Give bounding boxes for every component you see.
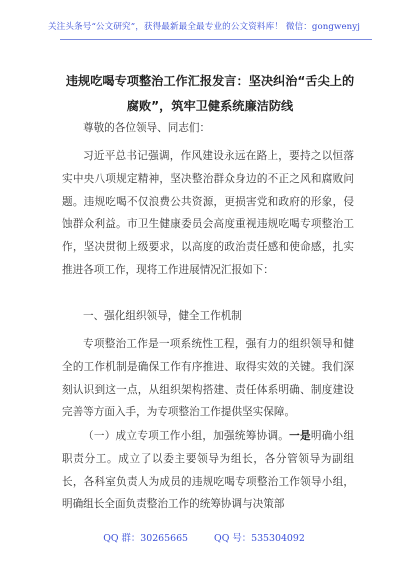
footer-qq-group: QQ 群：30265665 (103, 533, 189, 544)
footer-qq-number: QQ 号：535304092 (214, 533, 305, 544)
subsection-text: 明确小组职责分工。成立了以委主要领导为组长，各分管领导为副组长，各科室负责人为成员的违规吃喝专项整治工作领导小组，明确组长全面负责整治工作的统筹协调与决策部 (62, 430, 355, 511)
footer-contact (0, 530, 408, 544)
point-marker-bold: 一是 (289, 430, 311, 442)
document-title: 违规吃喝专项整治工作汇报发言：坚决纠治“舌尖上的腐败”，筑牢卫健系统廉洁防线 (65, 74, 355, 113)
header-divider (60, 39, 372, 40)
subsection-heading: （一）成立专项工作小组，加强统筹协调。 (83, 430, 290, 442)
salutation: 尊敬的各位领导、同志们： (83, 122, 211, 134)
header-banner: 关注头条号“公文研究”，获得最新最全最专业的公文资料库！ 微信：gongwenyj (47, 22, 361, 32)
paragraph-intro: 习近平总书记强调，作风建设永远在路上，要持之以恒落实中央八项规定精神，坚决整治群众身边的不正之风和腐败问题。违规吃喝不仅浪费公共资源，更损害党和政府的形象，侵蚀群众利益。市卫生健康委员会高度重视违规吃喝专项整治工作，坚决贯彻上级要求，以高度的政治责任感和使命感，扎实推进各项工作，现将工作进展情况汇报如下： (62, 150, 354, 276)
section-heading-1: 一、强化组织领导，健全工作机制 (83, 310, 242, 322)
paragraph-subsection-1 (62, 425, 354, 516)
paragraph-section-1: 专项整治工作是一项系统性工程，强有力的组织领导和健全的工作机制是确保工作有序推进、取得实效的关键。我们深刻认识到这一点，从组织架构搭建、责任体系明确、制度建设完善等方面入手，为专项整治工作提供坚实保障。 (62, 338, 354, 419)
